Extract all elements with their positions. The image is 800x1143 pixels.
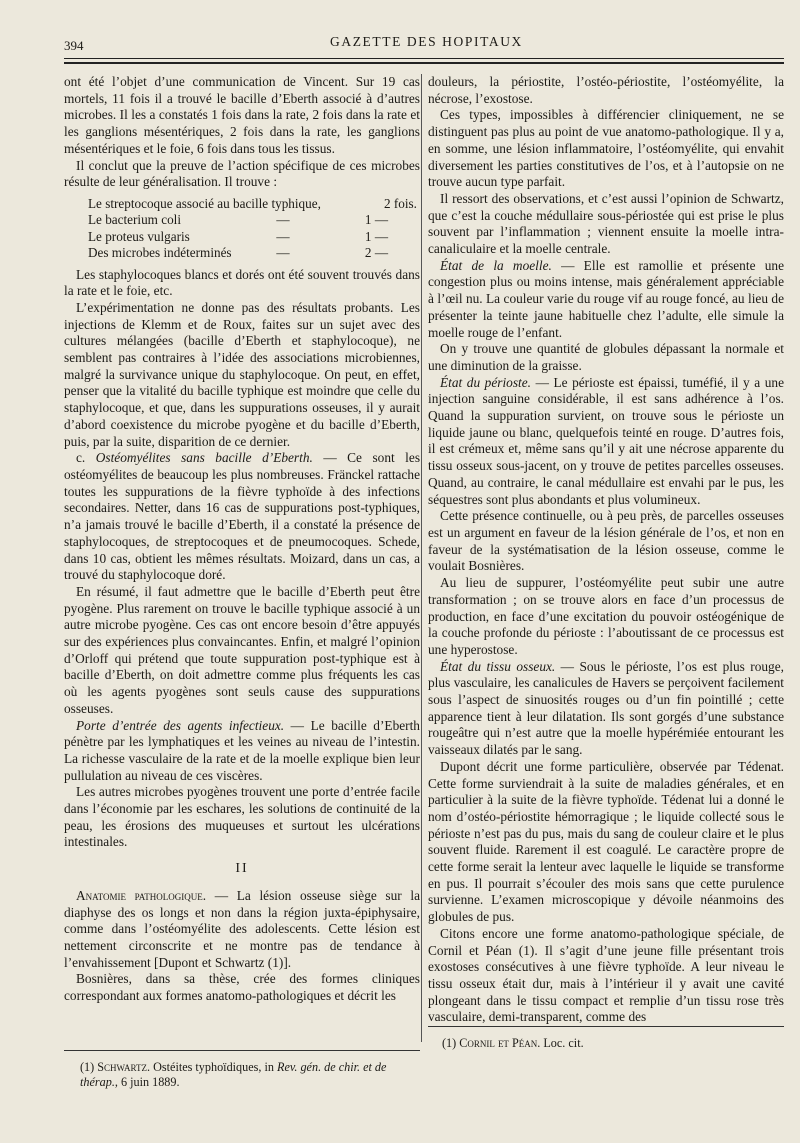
subsection-title: État du tissu osseux. [440,658,556,674]
footnote-text: . Loc. cit. [537,1036,584,1050]
paragraph-text: — La lésion osseuse siège sur la diaphyse des os longs et non dans la région juxta-épiphysaire, comme dans l’ostéomyélite des adolescents. Cette lésion est nettement circonscrite et ne montre pas de tendance à l’envahissement [Dupont et Schwartz (1)]. [64,887,421,970]
paragraph: Au lieu de suppurer, l’ostéomyélite peut subir une autre transformation ; on se trouve alors en face d’un processus de production, en face d’une excitation du pouvoir ostéogénique de la couche profonde du périoste : l’aboutissant de ce processus est une hyperostose. [428,575,784,657]
paragraph [64,450,420,584]
stats-table [88,196,420,262]
footnote-author: Cornil et Péan [459,1036,538,1050]
footnote-rule [64,1050,420,1051]
paragraph-text: — Le périoste est épaissi, tuméfié, il y a une injection sanguine considérable, il est sans adhérence à l’os. Quand la suppuration survient, on trouve sous le périoste un liquide jaune ou blanc, quelquefois teinté en rouge. D’autres fois, il est crémeux et, même sans qu’il y ait une nécrose apparente du tissu osseux sous-jacent, on y trouve de petites parcelles osseuses. Quand, au contraire, le canal médullaire est envahi par le pus, les séquestres sont plus abondants et plus volumineux. [428,374,784,507]
stats-label: Le proteus vulgaris [88,228,190,244]
paragraph: Les staphylocoques blancs et dorés ont été souvent trouvés dans la rate et le foie, etc. [64,266,420,299]
footnote-journal: Rev. gén. de chir. et de thérap. [80,1060,387,1089]
paragraph: Il ressort des observations, et c’est aussi l’opinion de Schwartz, que c’est la couche médullaire sous-périostée qui est prise le plus souvent par l’inflammation ; viennent ensuite la moelle intra-canaliculaire et la moelle centrale. [428,190,784,257]
paragraph [428,258,784,342]
paragraph-text: — Ce sont les ostéomyélites de beaucoup les plus nombreuses. Fränckel rattache toutes les suppurations de la fièvre typhoïde à des infections secondaires. Netter, dans 16 cas de suppurations post-typhiques, n’a jamais trouvé le bacille d’Eberth, il a constaté la présence de staphylocoques, de streptocoques et de pneumocoques. Schede, dans 10 cas, obtient les mêmes résultats. Moizard, dans un cas, a trouvé du staphylocoque doré. [64,450,421,583]
paragraph: Dupont décrit une forme particulière, observée par Tédenat. Cette forme surviendrait à la suite de maladies générales, et en particulier à la suite de la fièvre typhoïde. Tédenat lui a donné le nom d’ostéo-périostite hémorragique ; le liquide collecté sous le périoste n’est pas du pus, mais du sang de couleur claire et le plus souvent fluide. Rarement il est coagulé. Le caractère propre de cette forme serait la lenteur avec laquelle le liquide se transforme en pus. Il pourrait s’écouler des mois sans que cette purulence survienne. L’examen microscopique y dévoile néanmoins des globules de pus. [428,758,784,925]
paragraph [428,659,784,759]
footnote [80,1060,416,1090]
section-heading: II [235,861,249,877]
section-title: Anatomie pathologique. [76,887,207,903]
paragraph: Citons encore une forme anatomo-pathologique spéciale, de Cornil et Péan (1). Il s’agit d’une jeune fille présentant trois exostoses consécutives à une fièvre typhoïde. A leur niveau le tissu osseux était dur, mais à l’intérieur il y avait une cavité plongeant dans le tissu compact et remplie d’un tissu rose très vasculaire, demi-transparent, comme des [428,925,784,1025]
paragraph [64,888,420,972]
stats-row [88,229,420,245]
footnote-text: , 6 juin 1889. [114,1075,180,1089]
left-column [64,74,420,1005]
footnote-marker: (1) [80,1060,98,1074]
footnote-author: Schwartz [97,1060,148,1074]
paragraph: On y trouve une quantité de globules dépassant la normale et une diminution de la graisse. [428,341,784,373]
header-rule-thick [64,62,784,64]
stats-row [88,196,420,212]
right-column [428,74,784,1026]
paragraph [428,375,784,509]
stats-ditto: — [276,212,290,228]
column-divider [421,74,422,1042]
header-rule-thin [64,58,784,59]
subsection-title: État du périoste. [440,374,532,390]
paragraph-text: — Le bacille d’Eberth pénètre par les lymphatiques et les veines au niveau de l’intestin. La richesse vasculaire de la rate et de la moelle explique bien leur pullulation au niveau de ces viscères. [64,717,420,783]
stats-row [88,245,420,261]
paragraph-text: — Sous le périoste, l’os est plus rouge, plus vasculaire, les canalicules de Havers se perçoivent facilement sous l’aspect de sinuosités rouges ou d’un fin pointillé ; cette apparence tient à leur dilatation. Ils sont gorgés d’une substance rougeâtre qui n’est autre que la moelle hypérémiée entourant les vaisseaux dilatés par le sang. [428,658,784,758]
stats-label: Le bacterium coli [88,212,182,228]
paragraph-text: — Elle est ramollie et présente une congestion plus ou moins intense, mais généralement appréciable à l’œil nu. La couleur varie du rouge vif au rouge foncé, au lieu de présenter la teinte jaune habituelle chez l’adulte, elle simule la moelle rouge de l’enfant. [428,257,784,340]
stats-value: 2 — [364,245,388,261]
subsection-title: Ostéomyélites sans bacille d’Eberth. [95,450,313,466]
paragraph: Cette présence continuelle, ou à peu près, de parcelles osseuses est un argument en faveur de la lésion générale de l’os, et non en faveur de la systématisation de la lésion osseuse, comme le voulait Bosnières. [428,508,784,574]
stats-ditto: — [276,245,290,261]
footnote-marker: (1) [442,1036,460,1050]
paragraph: Ces types, impossibles à différencier cliniquement, ne se distinguent pas plus au point de vue anatomo-pathologique. Il y a, en somme, une lésion inflammatoire, l’ostéomyélite, qui envahit diversement les parties constitutives de l’os, et à l’autopsie on ne trouve aucun type parfait. [428,107,784,190]
stats-value: 1 — [364,212,388,228]
paragraph: Il conclut que la preuve de l’action spécifique de ces microbes résulte de leur généralisation. Il trouve : [64,157,420,190]
footnote-rule [428,1026,784,1027]
paragraph: En résumé, il faut admettre que le bacille d’Eberth peut être pyogène. Plus rarement on trouve le bacille typhique associé à un autre microbe pyogène. Ces cas ont encore besoin d’être appuyés sur des expériences plus convaincantes. Enfin, et malgré l’opinion d’Orloff qui prétend que toute suppuration post-typhique est à bacille d’Eberth, on doit admettre comme plus fréquents les cas où les agents pyogènes sont seuls cause des suppurations osseuses. [64,583,420,716]
stats-value: 2 fois. [384,195,417,211]
page-number: 394 [64,38,84,53]
subsection-title: État de la moelle. [440,257,552,273]
paragraph [64,718,420,785]
footnote [442,1036,778,1051]
stats-label: Des microbes indéterminés [88,245,232,261]
subsection-title: Porte d’entrée des agents infectieux. [76,717,285,733]
footnote-text: . Ostéites typhoïdiques, in [147,1060,278,1074]
stats-value: 1 — [364,228,388,244]
paragraph: Les autres microbes pyogènes trouvent une porte d’entrée facile dans l’économie par les eschares, les solutions de continuité de la peau, les érosions des muqueuses et surtout les ulcérations intestinales. [64,784,420,850]
paragraph: L’expérimentation ne donne pas des résultats probants. Les injections de Klemm et de Roux, faites sur un sujet avec des cultures mélangées (bacille d’Eberth et staphylocoque), ne semblent pas contraires à l’idée des associations microbiennes, malgré la survivance unique du staphylocoque. On peut, en effet, penser que la vitalité du bacille typhique est moindre que celle du staphylocoque, et que, dans les suppurations osseuses, il y aurait d’abord coexistence du microbe pyogène et du bacille d’Eberth, puis, par la suite, disparition de ce dernier. [64,299,420,449]
stats-ditto: — [276,228,290,244]
running-head: GAZETTE DES HOPITAUX [330,34,523,49]
stats-row [88,212,420,228]
subsection-letter: c. [76,450,96,466]
paragraph: douleurs, la périostite, l’ostéo-périostite, l’ostéomyélite, la nécrose, l’exostose. [428,74,784,106]
paragraph: Bosnières, dans sa thèse, crée des formes cliniques correspondant aux formes anatomo-pathologiques et décrit les [64,971,420,1004]
paragraph: ont été l’objet d’une communication de Vincent. Sur 19 cas mortels, 11 fois il a trouvé le bacille d’Eberth associé à d’autres microbes. Il les a constatés 1 fois dans la rate, 2 fois dans la rate et les ganglions mésentériques, 2 fois dans la rate, les ganglions mésentériques et le foie, 6 fois dans tous les tissus. [64,74,420,156]
stats-label: Le streptocoque associé au bacille typhique, [88,195,321,211]
